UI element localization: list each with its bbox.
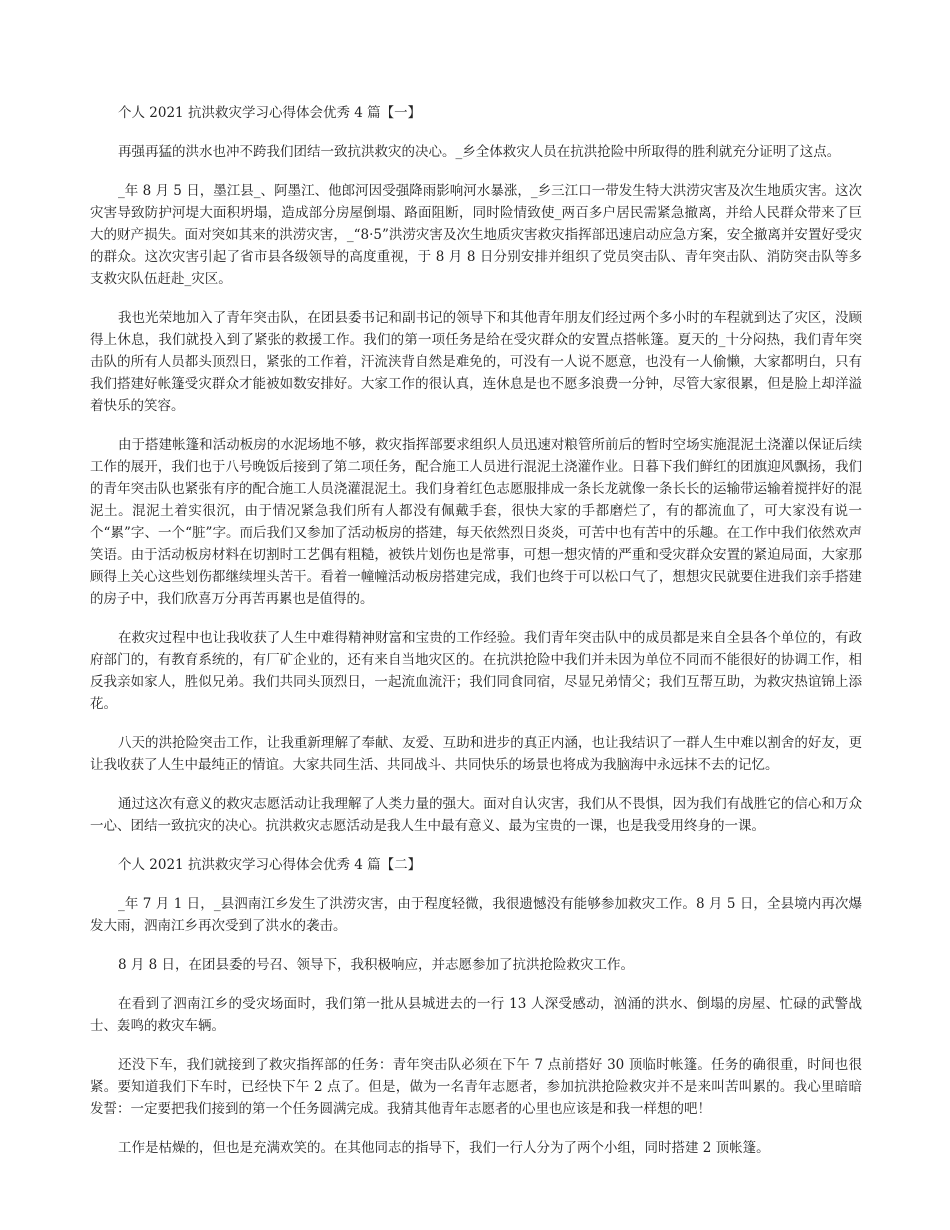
paragraph: _年 7 月 1 日，_县泗南江乡发生了洪涝灾害，由于程度轻微，我很遗憾没有能够参加救灾工作。8 月 5 日，全县境内再次爆发大雨，泗南江乡再次受到了洪水的袭击。 bbox=[90, 896, 862, 934]
paragraph: 在看到了泗南江乡的受灾场面时，我们第一批从县城进去的一行 13 人深受感动，汹涌的洪水、倒塌的房屋、忙碌的武警战士、轰鸣的救灾车辆。 bbox=[90, 996, 862, 1034]
paragraph: 在救灾过程中也让我收获了人生中难得精神财富和宝贵的工作经验。我们青年突击队中的成员都是来自全县各个单位的，有政府部门的，有教育系统的，有厂矿企业的，还有来自当地灾区的。在抗洪抢险中我们并未因为单位不同而不能很好的协调工作，相反我亲如家人，胜似兄弟。我们共同头顶烈日，一起流血流汗；我们同食同宿，尽显兄弟情父；我们互帮互助，为救灾热谊锦上添花。 bbox=[90, 630, 862, 712]
paragraph: 通过这次有意义的救灾志愿活动让我理解了人类力量的强大。面对自认灾害，我们从不畏惧，因为我们有战胜它的信心和万众一心、团结一致抗灾的决心。抗洪救灾志愿活动是我人生中最有意义、最为宝贵的一课，也是我受用终身的一课。 bbox=[90, 796, 862, 834]
paragraph: 还没下车，我们就接到了救灾指挥部的任务：青年突击队必须在下午 7 点前搭好 30 顶临时帐篷。任务的确很重，时间也很紧。要知道我们下车时，已经快下午 2 点了。但是，做为一名青年志愿者，参加抗洪抢险救灾并不是来叫苦叫累的。我心里暗暗发誓：一定要把我们接到的第一个任务圆满完成。我猜其他青年志愿者的心里也应该是和我一样想的吧！ bbox=[90, 1057, 862, 1117]
paragraph: 工作是枯燥的，但也是充满欢笑的。在其他同志的指导下，我们一行人分为了两个小组，同时搭建 2 顶帐篷。 bbox=[118, 1140, 770, 1156]
section-heading-2: 个人 2021 抗洪救灾学习心得体会优秀 4 篇【二】 bbox=[118, 857, 422, 873]
paragraph: 八天的洪抢险突击工作，让我重新理解了奉献、友爱、互助和进步的真正内涵，也让我结识了一群人生中难以割舍的好友，更让我收获了人生中最纯正的情谊。大家共同生活、共同战斗、共同快乐的场景也将成为我脑海中永远抹不去的记忆。 bbox=[90, 735, 862, 773]
paragraph: 8 月 8 日，在团县委的号召、领导下，我积极响应，并志愿参加了抗洪抢险救灾工作。 bbox=[118, 957, 635, 973]
paragraph: 我也光荣地加入了青年突击队，在团县委书记和副书记的领导下和其他青年朋友们经过两个多小时的车程就到达了灾区，没顾得上休息，我们就投入到了紧张的救援工作。我们的第一项任务是给在受灾群众的安置点搭帐篷。夏天的_十分闷热，我们青年突击队的所有人员都头顶烈日，紧张的工作着，汗流浃背自然是难免的，可没有一人说不愿意，也没有一人偷懒，大家都明白，只有我们搭建好帐篷受灾群众才能被如数安排好。大家工作的很认真，连休息是也不愿多浪费一分钟，尽管大家很累，但是脸上却洋溢着快乐的笑容。 bbox=[90, 310, 862, 414]
paragraph: 再强再猛的洪水也冲不跨我们团结一致抗洪救灾的决心。_乡全体救灾人员在抗洪抢险中所取得的胜利就充分证明了这点。 bbox=[118, 144, 841, 160]
section-heading-1: 个人 2021 抗洪救灾学习心得体会优秀 4 篇【一】 bbox=[118, 105, 422, 121]
document-body bbox=[90, 102, 862, 1176]
paragraph: 由于搭建帐篷和活动板房的水泥场地不够，救灾指挥部要求组织人员迅速对粮管所前后的暂时空场实施混泥土浇灌以保证后续工作的展开，我们也于八号晚饭后接到了第二项任务，配合施工人员进行混泥土浇灌作业。日暮下我们鲜红的团旗迎风飘扬，我们的青年突击队也紧张有序的配合施工人员浇灌混泥土。我们身着红色志愿服排成一条长龙就像一条长长的运输带运输着搅拌好的混泥土。混泥土着实很沉，由于情况紧急我们所有人都没有佩戴手套，很快大家的手都磨烂了，有的都流血了，可大家没有说一个“累”字、一个“脏”字。而后我们又参加了活动板房的搭建，每天依然烈日炎炎，可苦中也有苦中的乐趣。在工作中我们依然欢声笑语。由于活动板房材料在切割时工艺偶有粗糙，被铁片划伤也是常事，可想一想灾情的严重和受灾群众安置的紧迫局面，大家那顾得上关心这些划伤都继续埋头苦干。看着一幢幢活动板房搭建完成，我们也终于可以松口气了，想想灾民就要住进我们亲手搭建的房子中，我们欣喜万分再苦再累也是值得的。 bbox=[90, 437, 862, 607]
paragraph: _年 8 月 5 日，墨江县_、阿墨江、他郎河因受强降雨影响河水暴涨，_乡三江口一带发生特大洪涝灾害及次生地质灾害。这次灾害导致防护河堤大面积坍塌，造成部分房屋倒塌、路面阻断，同时险情致使_两百多户居民需紧急撤离，并给人民群众带来了巨大的财产损失。面对突如其来的洪涝灾害，_“8·5”洪涝灾害及次生地质灾害救灾指挥部迅速启动应急方案，安全撤离并安置好受灾的群众。这次灾害引起了省市县各级领导的高度重视，于 8 月 8 日分别安排并组织了党员突击队、青年突击队、消防突击队等多支救灾队伍赶赴_灾区。 bbox=[90, 183, 862, 287]
